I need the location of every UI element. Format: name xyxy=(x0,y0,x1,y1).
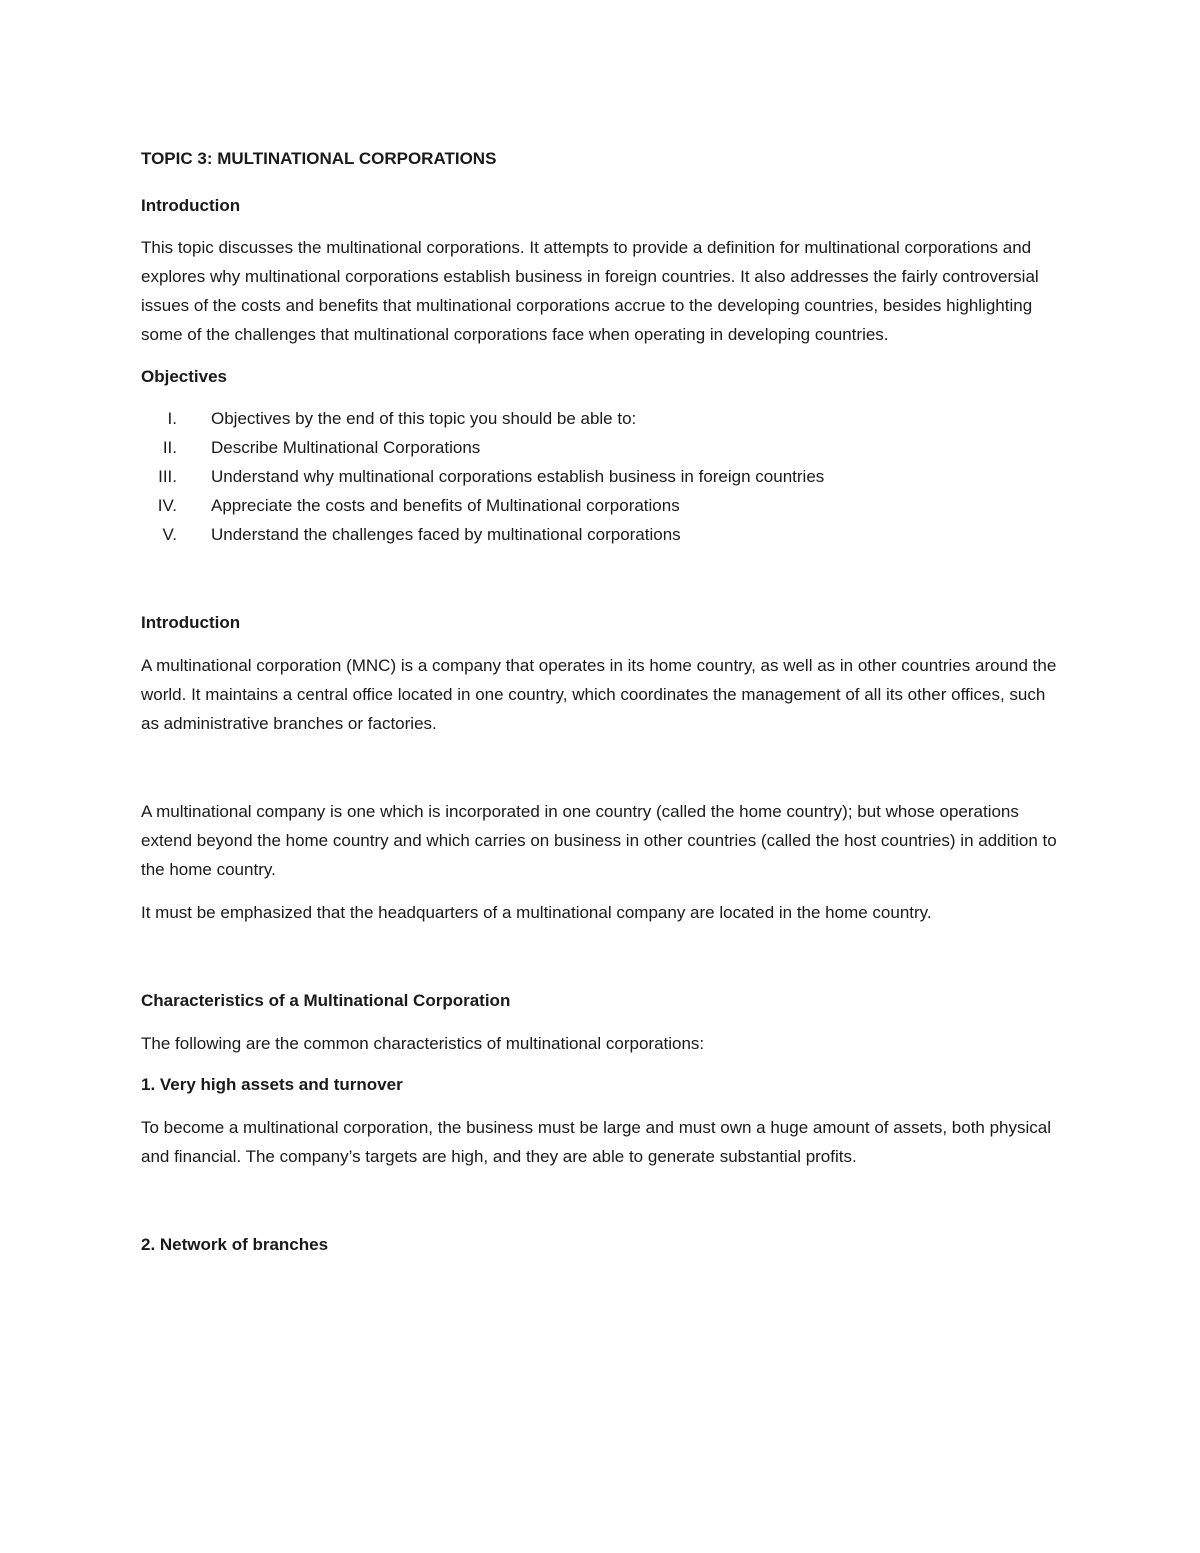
characteristics-heading: Characteristics of a Multinational Corporation xyxy=(141,991,511,1010)
objective-item xyxy=(141,462,1061,491)
objectives-list xyxy=(141,404,1061,549)
objective-text: Objectives by the end of this topic you should be able to: xyxy=(211,409,637,428)
objective-item xyxy=(141,433,1061,462)
objectives-heading: Objectives xyxy=(141,367,227,386)
objective-text: Understand why multinational corporations establish business in foreign countries xyxy=(211,467,825,486)
char1-heading: 1. Very high assets and turnover xyxy=(141,1075,403,1094)
objective-number: V. xyxy=(162,525,177,544)
objective-number: IV. xyxy=(157,496,177,515)
intro2-heading: Introduction xyxy=(141,613,241,632)
objective-number: II. xyxy=(162,438,177,457)
char1-paragraph: To become a multinational corporation, the business must be large and must own a huge amount of assets, both physical and financial. The company’s targets are high, and they are able to generate substantial profits. xyxy=(141,1118,1052,1166)
document-content xyxy=(141,144,1061,1259)
objective-item xyxy=(141,491,1061,520)
objective-item xyxy=(141,520,1061,549)
characteristics-intro: The following are the common characteristics of multinational corporations: xyxy=(141,1034,705,1053)
objective-text: Describe Multinational Corporations xyxy=(211,438,481,457)
mnc-paragraph-1: A multinational corporation (MNC) is a company that operates in its home country, as well as in other countries around the world. It maintains a central office located in one country, which coordinates the management of all its other offices, such as administrative branches or factories. xyxy=(141,656,1057,733)
mnc-paragraph-3: It must be emphasized that the headquarters of a multinational company are located in the home country. xyxy=(141,903,932,922)
intro-heading: Introduction xyxy=(141,196,241,215)
objective-text: Appreciate the costs and benefits of Multinational corporations xyxy=(211,496,680,515)
mnc-paragraph-2: A multinational company is one which is incorporated in one country (called the home country); but whose operations extend beyond the home country and which carries on business in other countries (called the host countries) in addition to the home country. xyxy=(141,802,1057,879)
objective-number: III. xyxy=(158,467,177,486)
document-title: TOPIC 3: MULTINATIONAL CORPORATIONS xyxy=(141,149,497,168)
intro-paragraph: This topic discusses the multinational corporations. It attempts to provide a definition for multinational corporations and explores why multinational corporations establish business in foreign countries. It also addresses the fairly controversial issues of the costs and benefits that multinational corporations accrue to the developing countries, besides highlighting some of the challenges that multinational corporations face when operating in developing countries. xyxy=(141,238,1039,344)
objective-item xyxy=(141,404,1061,433)
objective-text: Understand the challenges faced by multinational corporations xyxy=(211,525,681,544)
objective-number: I. xyxy=(167,409,177,428)
char2-heading: 2. Network of branches xyxy=(141,1235,329,1254)
